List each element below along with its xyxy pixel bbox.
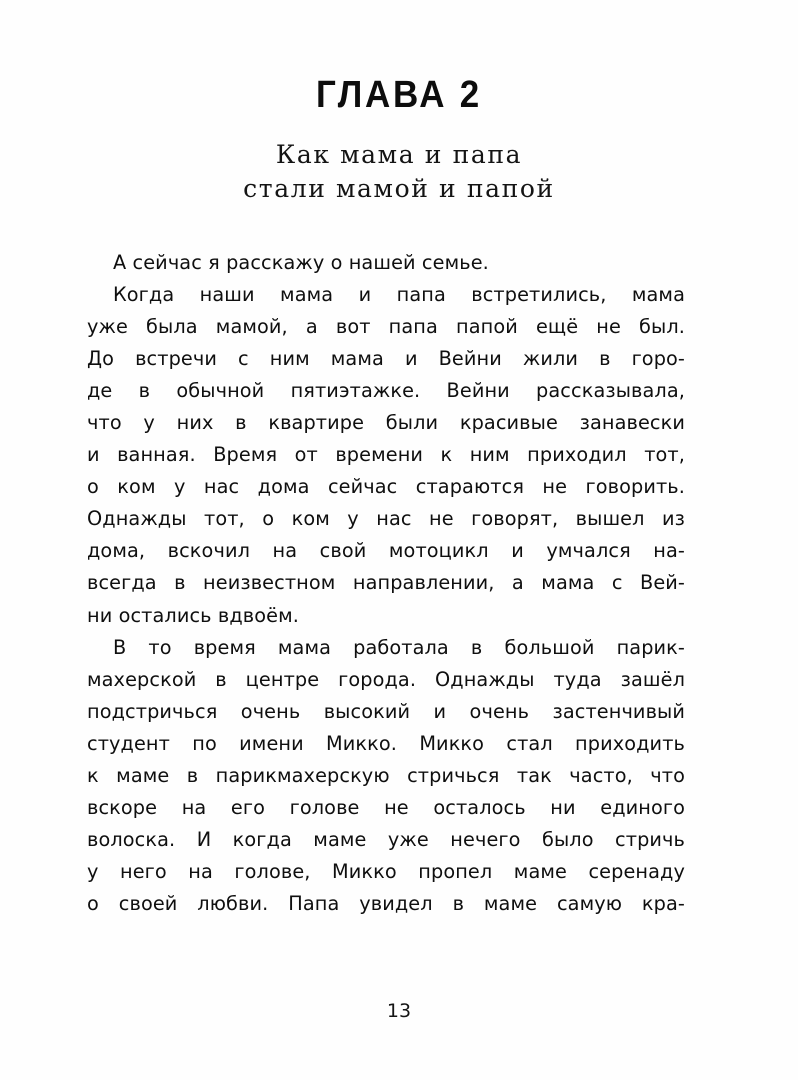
body-text (87, 247, 685, 920)
text-line: о своей любви. Папа увидел в маме самую кра- (87, 891, 685, 915)
text-line: До встречи с ним мама и Вейни жили в горо- (87, 347, 685, 371)
text-line: вскоре на его голове не осталось ни единого (87, 795, 685, 819)
text-line: В то время мама работала в большой парик- (113, 635, 685, 659)
text-line: де в обычной пятиэтажке. Вейни рассказывала, (87, 379, 685, 403)
text-line: что у них в квартире были красивые занавески (87, 411, 685, 435)
chapter-subtitle (0, 138, 798, 205)
chapter-subtitle-line-1: Как мама и папа (275, 140, 523, 169)
text-line: подстричься очень высокий и очень застенчивый (87, 699, 685, 723)
text-line: Когда наши мама и папа встретились, мама (113, 283, 685, 307)
text-line: всегда в неизвестном направлении, а мама с Вей- (87, 571, 685, 595)
text-line: ни остались вдвоём. (87, 603, 299, 627)
text-line: и ванная. Время от времени к ним приходил тот, (87, 443, 685, 467)
paragraph-3 (87, 632, 685, 920)
text-line: о ком у нас дома сейчас стараются не говорить. (87, 475, 685, 499)
text-line: Однажды тот, о ком у нас не говорят, вышел из (87, 507, 685, 531)
chapter-heading: ГЛАВА 2 (316, 74, 482, 116)
text-line: студент по имени Микко. Микко стал приходить (87, 731, 685, 755)
text-line: уже была мамой, а вот папа папой ещё не был. (87, 315, 685, 339)
text-line: дома, вскочил на свой мотоцикл и умчался на- (87, 539, 685, 563)
text-line: волоска. И когда маме уже нечего было стричь (87, 827, 685, 851)
paragraph-2 (87, 279, 685, 632)
text-line: А сейчас я расскажу о нашей семье. (113, 251, 489, 274)
text-line: махерской в центре города. Однажды туда зашёл (87, 667, 685, 691)
paragraph-1 (87, 247, 685, 279)
chapter-subtitle-line-2: стали мамой и папой (243, 173, 555, 203)
text-line: к маме в парикмахерскую стричься так часто, что (87, 763, 685, 787)
text-line: у него на голове, Микко пропел маме серенаду (87, 859, 685, 883)
page-number: 13 (386, 1000, 412, 1022)
